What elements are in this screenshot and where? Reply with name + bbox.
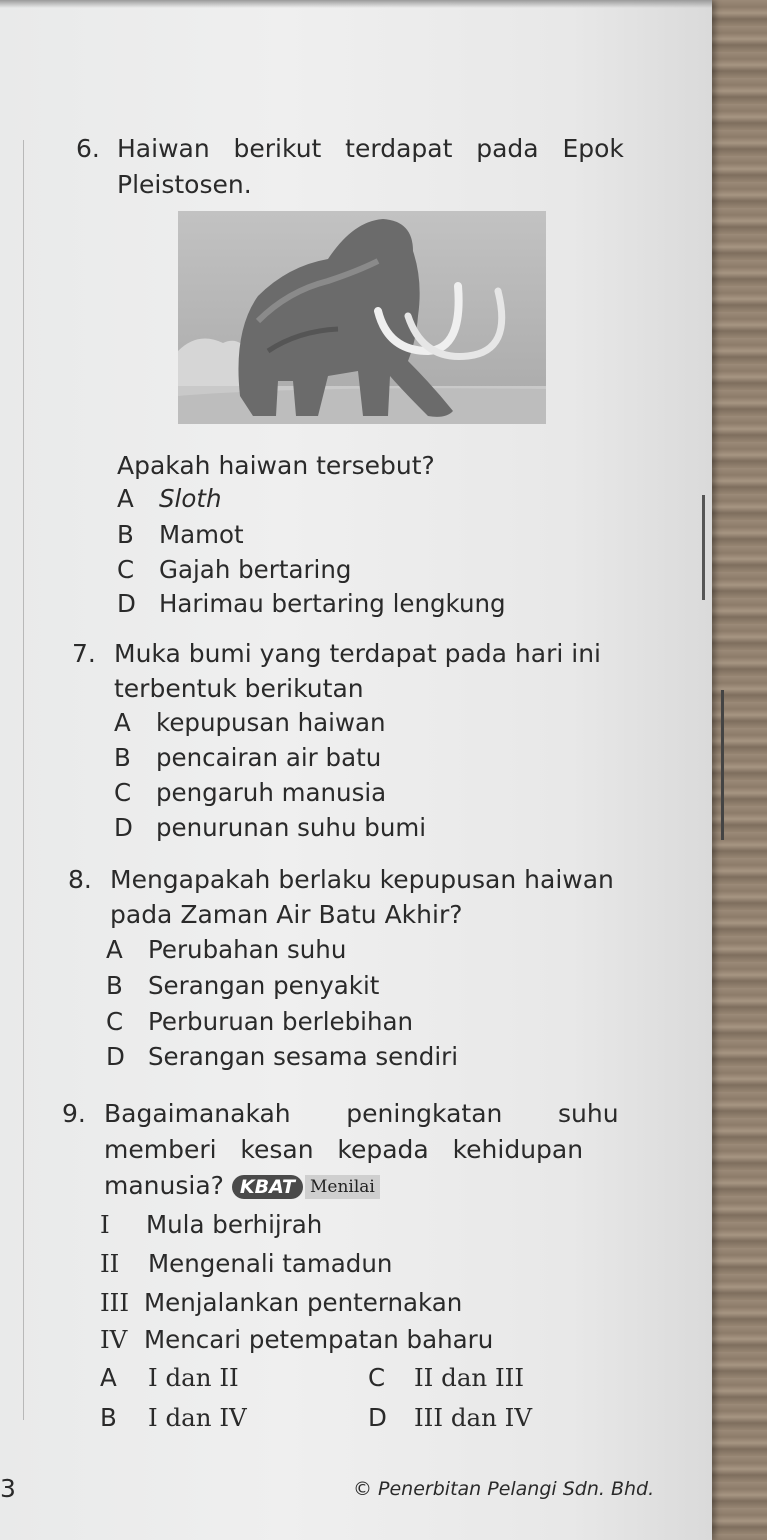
- q8-text-line2: pada Zaman Air Batu Akhir?: [110, 900, 463, 929]
- q9-option-b: B I dan IV: [100, 1403, 247, 1432]
- q8-option-b: B Serangan penyakit: [106, 971, 380, 1000]
- q8-option-d: D Serangan sesama sendiri: [106, 1042, 459, 1071]
- q9-statement-2: II Mengenali tamadun: [100, 1249, 393, 1278]
- q6-number: 6.: [76, 134, 100, 163]
- q9-number: 9.: [62, 1099, 86, 1128]
- q9-option-c: C II dan III: [368, 1363, 525, 1392]
- page-top-shadow: [0, 0, 712, 8]
- q9-option-a: A I dan II: [100, 1363, 239, 1392]
- q6-text-line1: Haiwan berikut terdapat pada Epok: [117, 134, 624, 163]
- q6-text-line2: Pleistosen.: [117, 170, 252, 199]
- q7-option-d: D penurunan suhu bumi: [114, 813, 427, 842]
- q9-text-line1: Bagaimanakah peningkatan suhu: [104, 1099, 619, 1128]
- q6-option-a: A Sloth: [117, 484, 222, 513]
- q7-option-a: A kepupusan haiwan: [114, 708, 386, 737]
- kbat-badge: KBAT: [232, 1175, 303, 1199]
- page-edge-mark: [721, 690, 724, 840]
- q9-text-line3: [104, 1168, 380, 1204]
- q7-number: 7.: [72, 639, 96, 668]
- q8-option-a: A Perubahan suhu: [106, 935, 347, 964]
- q6-question: Apakah haiwan tersebut?: [117, 451, 435, 480]
- q8-number: 8.: [68, 865, 92, 894]
- woolly-mammoth-photo: [178, 211, 546, 424]
- q7-text-line2: terbentuk berikutan: [114, 674, 364, 703]
- q6-option-c: C Gajah bertaring: [117, 555, 352, 584]
- menilai-badge: Menilai: [305, 1175, 380, 1199]
- page-number: 3: [0, 1474, 16, 1503]
- q9-statement-4: IV Mencari petempatan baharu: [100, 1325, 494, 1354]
- q8-option-c: C Perburuan berlebihan: [106, 1007, 414, 1036]
- q7-option-c: C pengaruh manusia: [114, 778, 387, 807]
- page-edge-mark: [702, 495, 705, 600]
- q9-text-line2: memberi kesan kepada kehidupan: [104, 1135, 584, 1164]
- q9-statement-3: III Menjalankan penternakan: [100, 1288, 463, 1317]
- q8-text-line1: Mengapakah berlaku kepupusan haiwan: [110, 865, 614, 894]
- page-margin-line: [23, 140, 24, 1420]
- q7-option-b: B pencairan air batu: [114, 743, 382, 772]
- q9-statement-1: I Mula berhijrah: [100, 1210, 323, 1239]
- q9-option-d: D III dan IV: [368, 1403, 533, 1432]
- q6-option-d: D Harimau bertaring lengkung: [117, 589, 506, 618]
- copyright-text: © Penerbitan Pelangi Sdn. Bhd.: [353, 1478, 655, 1500]
- q6-option-b: B Mamot: [117, 520, 244, 549]
- q9-text-manusia: manusia?: [104, 1171, 224, 1200]
- q7-text-line1: Muka bumi yang terdapat pada hari ini: [114, 639, 601, 668]
